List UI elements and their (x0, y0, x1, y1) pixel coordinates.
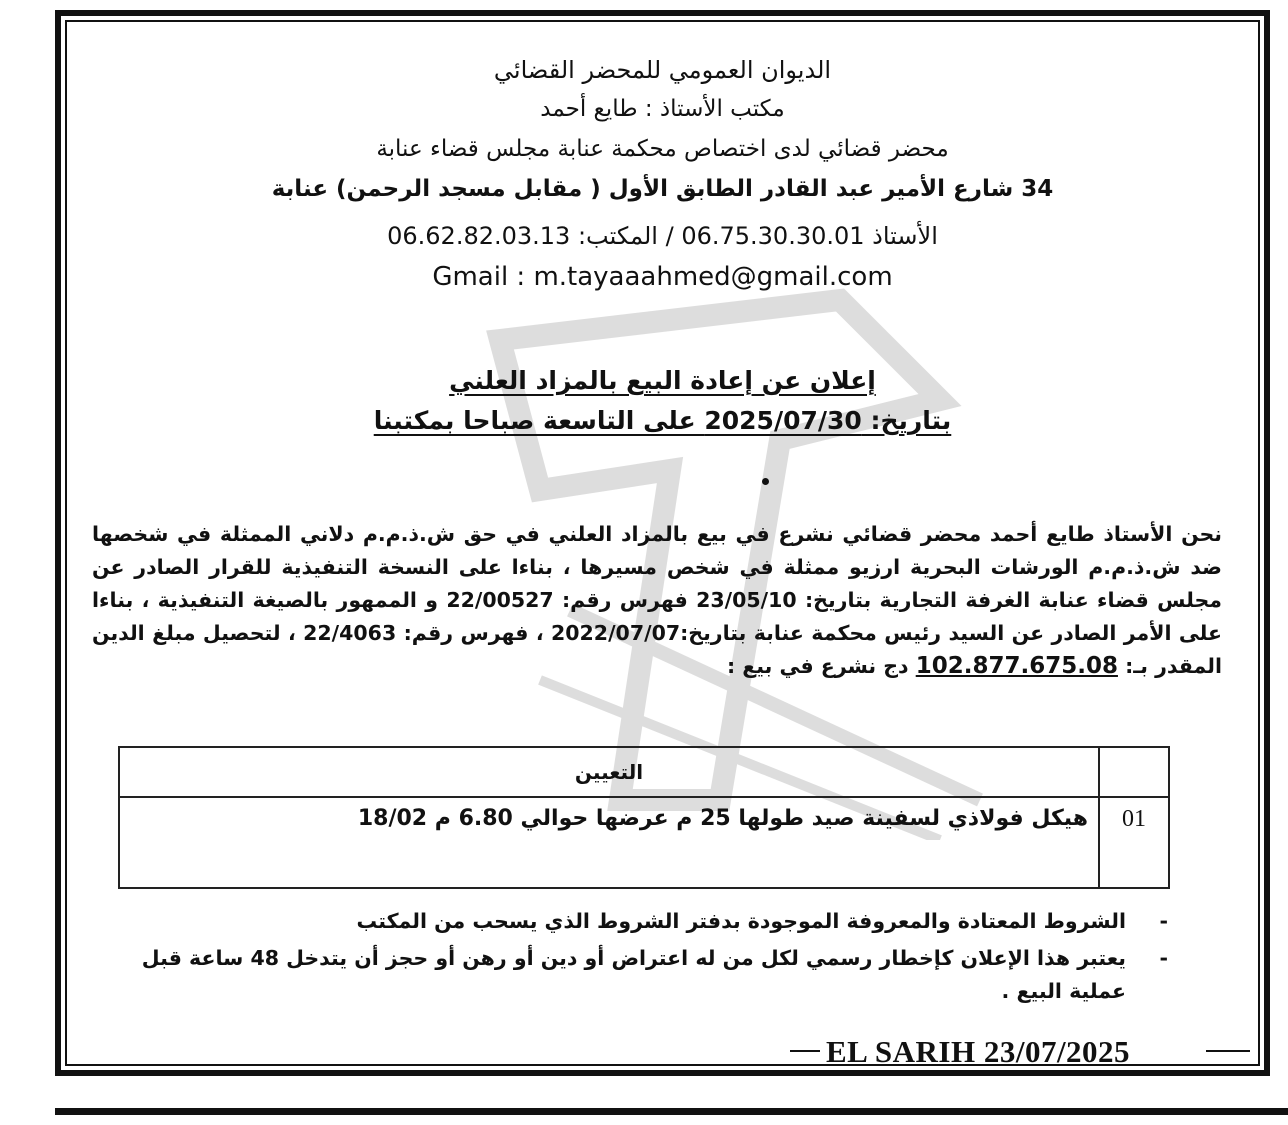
lot-number: 01 (1099, 797, 1169, 888)
list-item (120, 942, 1170, 1008)
office-name: مكتب الأستاذ : طايع أحمد (540, 96, 785, 122)
bullet-dot (762, 478, 769, 485)
table-row (119, 797, 1169, 888)
conditions-list (120, 905, 1170, 1012)
list-item (120, 905, 1170, 938)
footer-rule-right (1206, 1050, 1250, 1052)
publication-stamp: EL SARIH 23/07/2025 (826, 1034, 1131, 1069)
table-header-row (119, 747, 1169, 797)
condition-text: يعتبر هذا الإعلان كإخطار رسمي لكل من له اعتراض أو دين أو رهن أو حجز أن يتدخل 48 ساعة قبل عملية البيع . (141, 946, 1126, 1003)
auction-date-line: بتاريخ: 2025/07/30 على التاسعة صباحا بمكتبنا (373, 406, 952, 435)
footer-rule-left (790, 1050, 820, 1052)
body-paragraph-end: دج نشرع في بيع : (726, 654, 909, 678)
office-address: 34 شارع الأمير عبد القادر الطابق الأول ( مقابل مسجد الرحمن) عنابة (271, 176, 1054, 202)
notice-title: إعلان عن إعادة البيع بالمزاد العلني (449, 366, 876, 395)
phone-numbers: الأستاذ 06.75.30.30.01 / المكتب: 06.62.82.03.13 (387, 222, 938, 250)
list-bullet: - (1159, 946, 1168, 970)
list-bullet: - (1159, 909, 1168, 933)
body-paragraph: نحن الأستاذ طايع أحمد محضر قضائي نشرع في بيع بالمزاد العلني في حق ش.ذ.م.م دلاني الممثلة في شخصها ضد ش.ذ.م.م الورشات البحرية ارزيو ممثلة في شخص مسيرها ، بناءا على النسخة التنفيذية للقرار الصادر عن مجلس قضاء عنابة الغرفة التجارية بتاريخ: 23/05/10 فهرس رقم: 22/00527 و الممهور بالصيغة التنفيذية ، بناءا على الأمر الصادر عن السيد رئيس محكمة عنابة بتاريخ:2022/07/07 ، فهرس رقم: 22/4063 ، لتحصيل مبلغ الدين المقدر بـ: (92, 522, 1222, 678)
notice-body (92, 518, 1222, 683)
email-address: Gmail : m.tayaaahmed@gmail.com (432, 262, 893, 292)
lot-description: هيكل فولاذي لسفينة صيد طولها 25 م عرضها حوالي 6.80 م 18/02 (119, 797, 1099, 888)
debt-amount: 102.877.675.08 (915, 653, 1118, 679)
lots-table (118, 746, 1170, 889)
table-header-number (1099, 747, 1169, 797)
table-header-designation: التعيين (119, 747, 1099, 797)
office-title: الديوان العمومي للمحضر القضائي (493, 56, 832, 84)
page-bottom-rule (55, 1108, 1288, 1115)
condition-text: الشروط المعتادة والمعروفة الموجودة بدفتر الشروط الذي يسحب من المكتب (356, 909, 1126, 933)
jurisdiction-line: محضر قضائي لدى اختصاص محكمة عنابة مجلس قضاء عنابة (376, 136, 949, 162)
